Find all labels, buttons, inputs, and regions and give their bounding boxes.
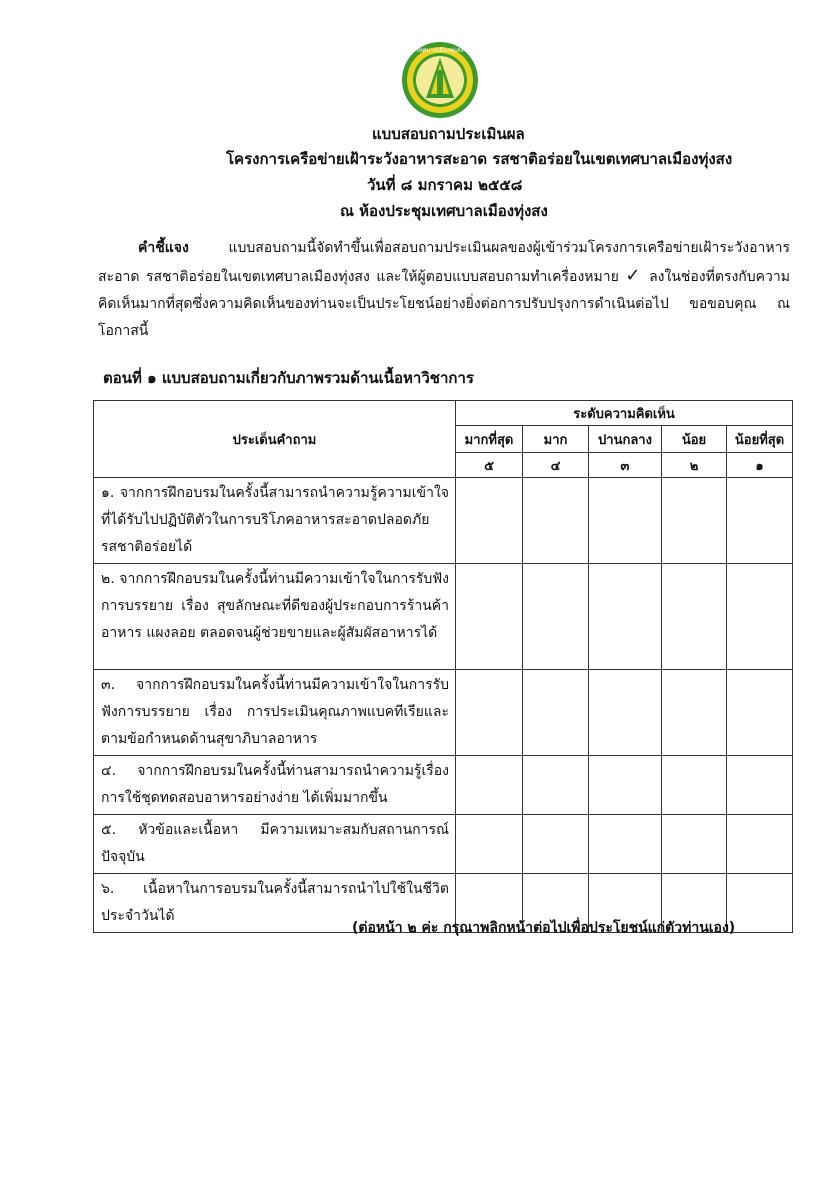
instructions xyxy=(98,235,790,345)
question-column-header: ประเด็นคำถาม xyxy=(94,401,456,478)
instructions-text-part2: ลงในช่องที่ตรงกับความคิดเห็นมากที่สุดซึ่งความคิดเห็นของท่านจะเป็นประโยชน์อย่างยิ่งต่อการปรับปรุงการดำเนินต่อไป ขอขอบคุณ ณ โอกาสนี้ xyxy=(98,269,790,339)
table-row xyxy=(94,670,793,756)
level-score-4: ๔ xyxy=(523,453,589,478)
level-label-2: น้อย xyxy=(662,426,727,453)
rating-cell-1[interactable] xyxy=(727,874,793,933)
level-score-1: ๑ xyxy=(727,453,793,478)
rating-cell-5[interactable] xyxy=(456,564,523,670)
rating-cell-3[interactable] xyxy=(589,564,662,670)
level-label-5: มากที่สุด xyxy=(456,426,523,453)
rating-cell-3[interactable] xyxy=(589,478,662,564)
rating-cell-5[interactable] xyxy=(456,756,523,815)
event-date: วันที่ ๘ มกราคม ๒๕๕๘ xyxy=(367,176,523,194)
rating-cell-5[interactable] xyxy=(456,815,523,874)
form-title: แบบสอบถามประเมินผล xyxy=(372,125,525,143)
rating-cell-2[interactable] xyxy=(662,756,727,815)
rating-cell-3[interactable] xyxy=(589,670,662,756)
event-venue: ณ ห้องประชุมเทศบาลเมืองทุ่งสง xyxy=(340,202,548,220)
rating-cell-1[interactable] xyxy=(727,815,793,874)
municipal-seal-icon xyxy=(400,40,480,120)
rating-cell-2[interactable] xyxy=(662,478,727,564)
rating-cell-2[interactable] xyxy=(662,564,727,670)
instructions-label: คำชี้แจง xyxy=(138,240,189,256)
question-text: ๖. เนื้อหาในการอบรมในครั้งนี้สามารถนำไปใช้ในชีวิตประจำวันได้ xyxy=(94,874,456,933)
table-row xyxy=(94,815,793,874)
rating-cell-2[interactable] xyxy=(662,815,727,874)
opinion-level-header: ระดับความคิดเห็น xyxy=(456,401,793,426)
section-title: ตอนที่ ๑ แบบสอบถามเกี่ยวกับภาพรวมด้านเนื้อหาวิชาการ xyxy=(103,369,474,387)
table-row xyxy=(94,478,793,564)
level-score-5: ๕ xyxy=(456,453,523,478)
question-text: ๑. จากการฝึกอบรมในครั้งนี้สามารถนำความรู้ความเข้าใจที่ได้รับไปปฏิบัติตัวในการบริโภคอาหารสะอาดปลอดภัย รสชาติอร่อยได้ xyxy=(94,478,456,564)
rating-cell-4[interactable] xyxy=(523,756,589,815)
rating-cell-4[interactable] xyxy=(523,670,589,756)
question-text: ๓. จากการฝึกอบรมในครั้งนี้ท่านมีความเข้าใจในการรับฟังการบรรยาย เรื่อง การประเมินคุณภาพแบคทีเรียและตามข้อกำหนดด้านสุขาภิบาลอาหาร xyxy=(94,670,456,756)
rating-cell-1[interactable] xyxy=(727,564,793,670)
rating-cell-5[interactable] xyxy=(456,478,523,564)
rating-cell-4[interactable] xyxy=(523,478,589,564)
rating-cell-5[interactable] xyxy=(456,670,523,756)
rating-cell-1[interactable] xyxy=(727,670,793,756)
level-score-2: ๒ xyxy=(662,453,727,478)
table-row xyxy=(94,756,793,815)
rating-cell-1[interactable] xyxy=(727,478,793,564)
project-name: โครงการเครือข่ายเฝ้าระวังอาหารสะอาด รสชาติอร่อยในเขตเทศบาลเมืองทุ่งสง xyxy=(226,150,733,168)
level-label-3: ปานกลาง xyxy=(589,426,662,453)
table-row xyxy=(94,564,793,670)
level-label-4: มาก xyxy=(523,426,589,453)
rating-cell-2[interactable] xyxy=(662,670,727,756)
evaluation-table xyxy=(93,400,793,933)
seal-ring-text: เทศบาลเมืองทุ่งสง xyxy=(416,47,464,54)
rating-cell-3[interactable] xyxy=(589,756,662,815)
question-text: ๔. จากการฝึกอบรมในครั้งนี้ท่านสามารถนำความรู้เรื่องการใช้ชุดทดสอบอาหารอย่างง่าย ได้เพิ่มมากขึ้น xyxy=(94,756,456,815)
rating-cell-1[interactable] xyxy=(727,756,793,815)
rating-cell-3[interactable] xyxy=(589,815,662,874)
question-text: ๒. จากการฝึกอบรมในครั้งนี้ท่านมีความเข้าใจในการรับฟังการบรรยาย เรื่อง สุขลักษณะที่ดีของผู้ประกอบการร้านค้าอาหาร แผงลอย ตลอดจนผู้ช่วยขายและผู้สัมผัสอาหารได้ xyxy=(94,564,456,670)
level-score-3: ๓ xyxy=(589,453,662,478)
continue-note: (ต่อหน้า ๒ ค่ะ กรุณาพลิกหน้าต่อไปเพื่อประโยชน์แก่ตัวท่านเอง) xyxy=(352,920,736,936)
rating-cell-4[interactable] xyxy=(523,564,589,670)
rating-cell-4[interactable] xyxy=(523,815,589,874)
instructions-text-part1: แบบสอบถามนี้จัดทำขึ้นเพื่อสอบถามประเมินผลของผู้เข้าร่วมโครงการเครือข่ายเฝ้าระวังอาหาร สะอาด รสชาติอร่อยในเขตเทศบาลเมืองทุ่งสง และให้ผู้ตอบแบบสอบถามทำเครื่องหมาย xyxy=(98,240,790,285)
question-text: ๕. หัวข้อและเนื้อหา มีความเหมาะสมกับสถานการณ์ปัจจุบัน xyxy=(94,815,456,874)
checkmark-icon: ✓ xyxy=(625,265,643,286)
level-label-1: น้อยที่สุด xyxy=(727,426,793,453)
